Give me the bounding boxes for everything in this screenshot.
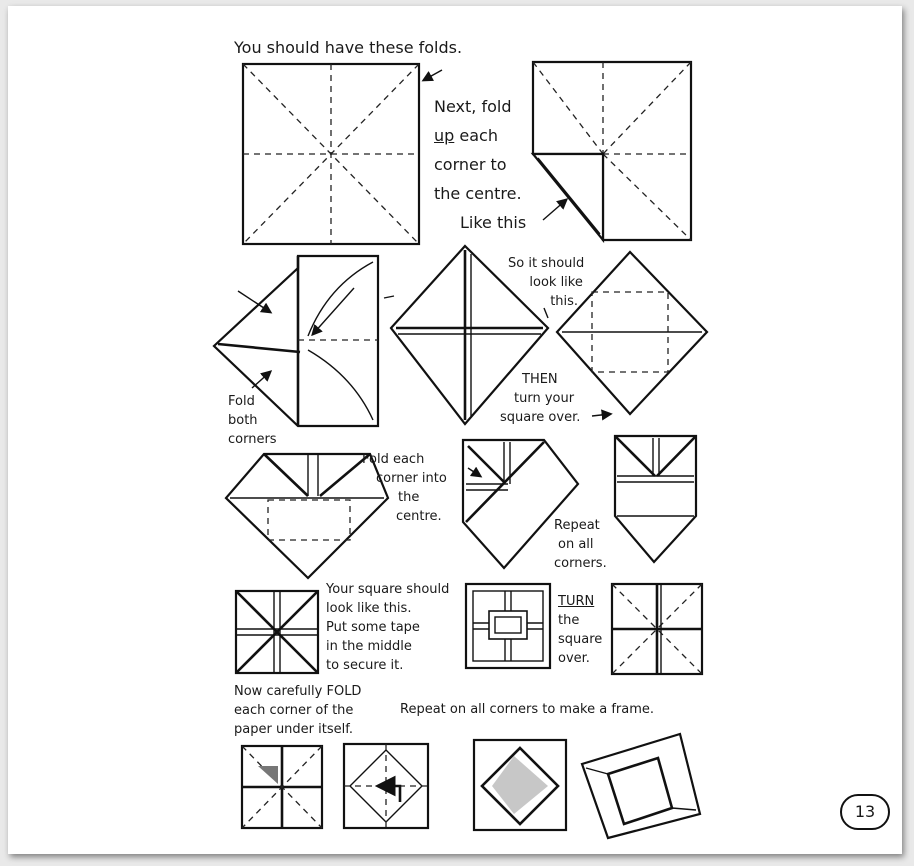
caption-fold-both: Fold both corners (228, 394, 277, 447)
caption-turn-square: TURN the square over. (558, 594, 603, 666)
caption-your-square: Your square should look like this. Put some tape in the middle to secure it. (326, 582, 450, 673)
caption-then-turn: THEN turn your square over. (500, 372, 581, 425)
arrow-like-this (543, 200, 566, 220)
caption-fold-up: Next, fold up each corner to the centre. Like this (434, 97, 527, 232)
arrow-left (424, 70, 442, 80)
diagram-frame-2 (582, 734, 700, 838)
book-page (8, 6, 902, 854)
arrow-turn-over (592, 414, 610, 416)
caption-fold-each: Fold each corner into the centre. (362, 452, 447, 524)
diagram-fold-under-2 (344, 744, 428, 828)
diagram-turned-square (612, 584, 702, 674)
diagram-frame-1 (474, 740, 566, 830)
caption-intro: You should have these folds. (234, 38, 463, 57)
caption-so-it-should: So it should look like this. (508, 256, 585, 309)
page-number: 13 (840, 794, 890, 830)
caption-repeat-corners: Repeat on all corners. (554, 518, 607, 571)
caption-now-carefully: Now carefully FOLD each corner of the paper under itself. (234, 684, 362, 737)
diagram-tape-square (466, 584, 550, 668)
diagram-finished-square (236, 591, 318, 673)
diagram-fold-under (242, 746, 322, 828)
caption-repeat-frame: Repeat on all corners to make a frame. (400, 702, 655, 717)
diagram-corner-fold-up (533, 62, 691, 240)
diagram-repeat-corners (615, 436, 696, 562)
diagram-square-folds (243, 64, 419, 244)
